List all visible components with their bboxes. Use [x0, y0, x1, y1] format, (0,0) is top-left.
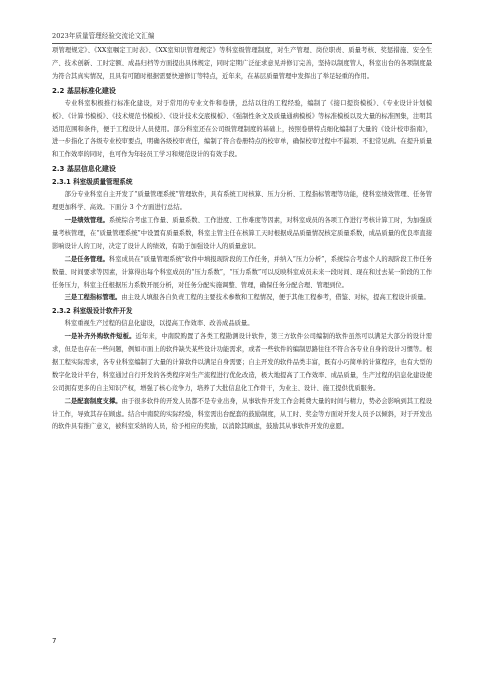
task-management-paragraph [52, 254, 432, 293]
performance-management-text: 系统综合考虑工作量、质量系数、工作进度、工作难度等因素，对科室成员的各项工作进行考核计算工时，为加强质量考核管理，在“质量管理系统”中设置有质量系数，科室主管主任在核算工天时根据成品质量情况核定质量系数，成品质量的优良率直接影响设计人的工时，决定了设计人的绩效，有助于加强设计人的质量意识。 [52, 216, 433, 250]
section-2-3-2-heading: 2.3.2 科室级设计软件开发 [52, 307, 133, 316]
software-gap-paragraph [52, 331, 432, 396]
engineering-index-lead: 三是工程指标管理。 [64, 294, 122, 302]
section-2-1-tail-paragraph: 项管理规定》、《XX室嘱定工时表》、《XX室知识管理规定》等科室级管理制度，对生产管理、岗位职责、质量考核、奖惩措施、安全生产、技术创新、工时定额、成品归档等方面提出具体规定，同时定期广泛征求意见并修订完善，坚持以制度管人，科室出台的各项制度最为符合其真实情况，且具有可随时根据需要快速修订等特点，近年来，在基层质量管理中发挥出了举足轻重的作用。 [52, 47, 432, 80]
supporting-policy-lead: 二是配套制度支撑。 [64, 397, 122, 405]
section-2-3-heading: 2.3 基层信息化建设 [52, 165, 116, 174]
page-body [52, 45, 432, 434]
task-management-lead: 二是任务管理。 [64, 255, 109, 263]
section-2-2-paragraph: 专业科室积极推行标准化建设，对于常用的专业文件和卷册，总结以往的工程经验，编制了《接口提资模板》、《专业设计计划模板》、《计算书模板》、《技术规范书模板》、《设计技术交底模板》、《强制性条文及质量通病模板》等标准模板以及大量的标准图集，注明其适用范围和条件，便于工程设计人员使用。部分科室还在公司级管理制度的基础上，按照卷册特点细化编制了大量的《设计校审指南》，进一步指化了各级专业校审要点，明确各级校审责任，编制了符合卷册特点的校审单，确保校审过程中不漏项、不犯常见病。在提升质量和工作效率的同时，也可作为年轻员工学习和规范设计的有效手段。 [52, 99, 432, 159]
software-gap-text: 近年来，中南院购置了各类工程勘测设计软件，第三方软件公司编制的软件虽然可以满足大部分的设计需求，但是也存在一些问题，例如市面上的软件缺失某些设计功能需求，或者一些软件的编制思路往往不符合各专业自身的设计习惯等。根据工程实际需求，各专业科室编制了大量的计算软件以满足自身需要；自主开发的软件品类丰富，既有小巧简单的计算程序，也有大型的数字化设计平台，科室通过自行开发的各类程序对生产流程进行优化改造，极大地提高了工作效率、成品质量，生产过程的信息化建设使公司拥有更多的自主知识产权，增强了核心竞争力，培养了大批信息化工作骨干，为业主、设计、施工提供优质服务。 [52, 333, 433, 392]
supporting-policy-text: 由于很多软件的开发人员都不是专业出身，从事软件开发工作会耗费大量的时间与精力，势必会影响到其工程设计工作，导致其存在顾虑。结合中南院的实际经验，科室需出台配套的鼓励制度，从工时、奖金等方面对开发人员予以倾斜，对于开发出的软件具有推广意义，被科室采纳的人员，给予相应的奖励，以消除其顾虑，鼓励其从事软件开发的意愿。 [52, 397, 433, 431]
section-2-3-1-intro: 部分专业科室自主开发了“质量管理系统”管理软件，具有系统工时核算、压力分析、工程指标管理等功能，使科室绩效管理、任务管理更加科学、高效。下面分 3 个方面进行总结。 [52, 191, 432, 212]
supporting-policy-paragraph [52, 396, 432, 435]
performance-management-lead: 一是绩效管理。 [64, 216, 109, 224]
section-2-3-2-intro: 科室重视生产过程的信息化建设，以提高工作效率、改善成品质量。 [64, 320, 254, 328]
software-gap-lead: 一是补齐外购软件短板。 [64, 333, 136, 341]
performance-management-paragraph [52, 215, 432, 254]
engineering-index-text: 由主设人填报各自负责工程的主要技术参数和工程情况，便于其他工程参考，借鉴、对标，提高工程设计质量。 [121, 294, 430, 302]
section-2-2-heading: 2.2 基层标准化建设 [52, 86, 116, 95]
engineering-index-paragraph [52, 292, 432, 305]
running-head: 2023年质量管理经验交流论文汇编 [52, 30, 432, 44]
task-management-text: 科室成员在“质量管理系统”软件中填报现阶段的工作任务，并纳入“压力分析”，系统综合考虑个人的现阶段工作任务数量、时间要求等因素，计算得出每个科室成员的“压力系数”，“压力系数”可以反映科室成员未来一段时间、现在和过去某一阶段的工作任务压力，科室主任根据压力系数开展分析，对任务分配实施调整、管理，确保任务分配合理、管理到位。 [52, 255, 432, 289]
section-2-3-1-heading: 2.3.1 科室级质量管理系统 [52, 178, 133, 187]
page-number: 7 [52, 637, 57, 645]
